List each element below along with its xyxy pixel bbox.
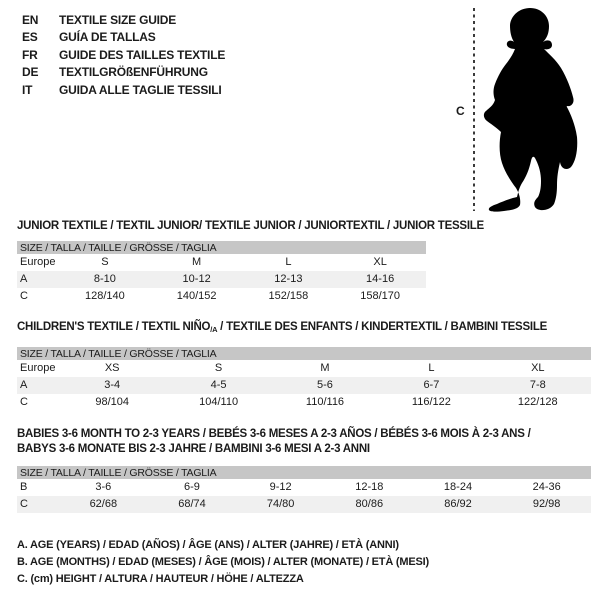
table-cell: 4-5 — [210, 379, 227, 391]
table-cell: 12-18 — [355, 481, 384, 493]
table-cell: XL — [531, 362, 545, 374]
table-cell: 74/80 — [266, 498, 295, 510]
height-measure-label: C — [456, 104, 465, 118]
babies-title-line2: BABYS 3-6 MONATE BIS 2-3 JAHRE / BAMBINI 3-6 MESI A 2-3 ANNI — [17, 443, 370, 455]
children-title-pre: CHILDREN'S TEXTILE / TEXTIL NIÑO — [17, 321, 211, 333]
note-age-years: A. AGE (YEARS) / EDAD (AÑOS) / ÂGE (ANS) / ALTER (JAHRE) / ETÀ (ANNI) — [17, 539, 399, 551]
table-cell: 116/122 — [411, 396, 451, 408]
table-cell: 140/152 — [176, 290, 217, 302]
table-cell: 3-4 — [104, 379, 121, 391]
table-cell: 7-8 — [529, 379, 546, 391]
table-cell: L — [285, 256, 292, 268]
row-label: Europe — [20, 256, 56, 268]
lang-row-it — [22, 82, 225, 99]
lang-code: ES — [22, 30, 38, 45]
lang-code: EN — [22, 13, 39, 27]
table-cell: S — [101, 256, 109, 268]
row-label: C — [20, 498, 28, 510]
language-title-list — [22, 12, 225, 99]
children-title-post: / TEXTILE DES ENFANTS / KINDERTEXTIL / BAMBINI TESSILE — [217, 321, 548, 333]
table-cell: L — [428, 362, 435, 374]
row-label: A — [20, 273, 28, 285]
table-cell: 158/170 — [360, 290, 400, 302]
table-cell: 8-10 — [93, 273, 116, 285]
table-cell: 10-12 — [182, 273, 211, 285]
lang-code: FR — [22, 47, 38, 62]
lang-row-es — [22, 29, 225, 46]
lang-label: GUÍA DE TALLAS — [59, 30, 156, 45]
legend-notes — [17, 537, 429, 587]
note-height: C. (cm) HEIGHT / ALTURA / HAUTEUR / HÖHE / ALTEZZA — [17, 572, 304, 585]
table-cell: 86/92 — [444, 498, 472, 510]
junior-section-title: JUNIOR TEXTILE / TEXTIL JUNIOR/ TEXTILE JUNIOR / JUNIORTEXTIL / JUNIOR TESSILE — [17, 220, 484, 232]
table-row — [17, 479, 591, 496]
lang-row-en — [22, 12, 225, 29]
table-cell: 9-12 — [269, 481, 292, 493]
junior-size-table — [17, 241, 426, 305]
table-cell: 152/158 — [268, 290, 309, 302]
size-table-header: SIZE / TALLA / TAILLE / GRÖSSE / TAGLIA — [17, 347, 591, 360]
note-age-months: B. AGE (MONTHS) / EDAD (MESES) / ÂGE (MOIS) / ALTER (MONATE) / ETÀ (MESI) — [17, 555, 429, 568]
table-cell: 14-16 — [366, 273, 395, 285]
table-cell: 80/86 — [355, 498, 384, 510]
children-section-title — [17, 320, 547, 337]
table-cell: XS — [104, 362, 120, 374]
babies-size-table — [17, 466, 591, 513]
lang-label: GUIDE DES TAILLES TEXTILE — [59, 47, 226, 62]
table-cell: 24-36 — [532, 481, 561, 493]
lang-row-fr — [22, 47, 225, 64]
table-cell: 18-24 — [443, 481, 473, 493]
table-cell: S — [214, 362, 223, 374]
table-row — [17, 360, 591, 377]
lang-row-de — [22, 64, 225, 81]
table-row — [17, 394, 591, 411]
table-cell: M — [320, 362, 330, 374]
children-title-sub: /A — [210, 325, 218, 334]
height-dashed-line — [473, 8, 475, 211]
table-cell: 6-9 — [184, 481, 200, 493]
row-label: Europe — [20, 362, 56, 374]
table-cell: XL — [373, 256, 387, 268]
table-row — [17, 254, 426, 271]
lang-label: GUIDA ALLE TAGLIE TESSILI — [59, 82, 222, 97]
table-row — [17, 271, 426, 288]
size-table-header: SIZE / TALLA / TAILLE / GRÖSSE / TAGLIA — [17, 241, 426, 254]
table-cell: M — [192, 256, 202, 268]
table-cell: 92/98 — [532, 498, 561, 510]
row-label: C — [20, 396, 28, 408]
lang-code: DE — [22, 65, 39, 80]
table-cell: 6-7 — [423, 379, 440, 391]
table-cell: 3-6 — [95, 481, 112, 493]
row-label: B — [20, 481, 28, 493]
table-cell: 122/128 — [517, 396, 558, 408]
lang-code: IT — [22, 82, 33, 97]
lang-label: TEXTILGRÖßENFÜHRUNG — [59, 65, 208, 80]
size-table-header: SIZE / TALLA / TAILLE / GRÖSSE / TAGLIA — [17, 466, 591, 479]
table-row — [17, 288, 426, 305]
table-cell: 128/140 — [84, 290, 125, 302]
table-cell: 110/116 — [305, 396, 345, 408]
babies-section-title — [17, 427, 531, 457]
table-cell: 62/68 — [89, 498, 118, 510]
table-cell: 104/110 — [199, 396, 239, 408]
row-label: C — [20, 290, 28, 302]
table-row — [17, 496, 591, 513]
table-cell: 68/74 — [178, 498, 206, 510]
table-cell: 98/104 — [95, 396, 130, 408]
baby-silhouette-icon — [477, 5, 594, 213]
row-label: A — [20, 379, 28, 391]
children-size-table — [17, 347, 591, 411]
table-cell: 12-13 — [274, 273, 303, 285]
lang-label: TEXTILE SIZE GUIDE — [59, 13, 177, 27]
table-row — [17, 377, 591, 394]
babies-title-line1: BABIES 3-6 MONTH TO 2-3 YEARS / BEBÉS 3-6 MESES A 2-3 AÑOS / BÉBÉS 3-6 MOIS À 2-3 ANS / — [17, 428, 531, 440]
table-cell: 5-6 — [317, 379, 333, 391]
